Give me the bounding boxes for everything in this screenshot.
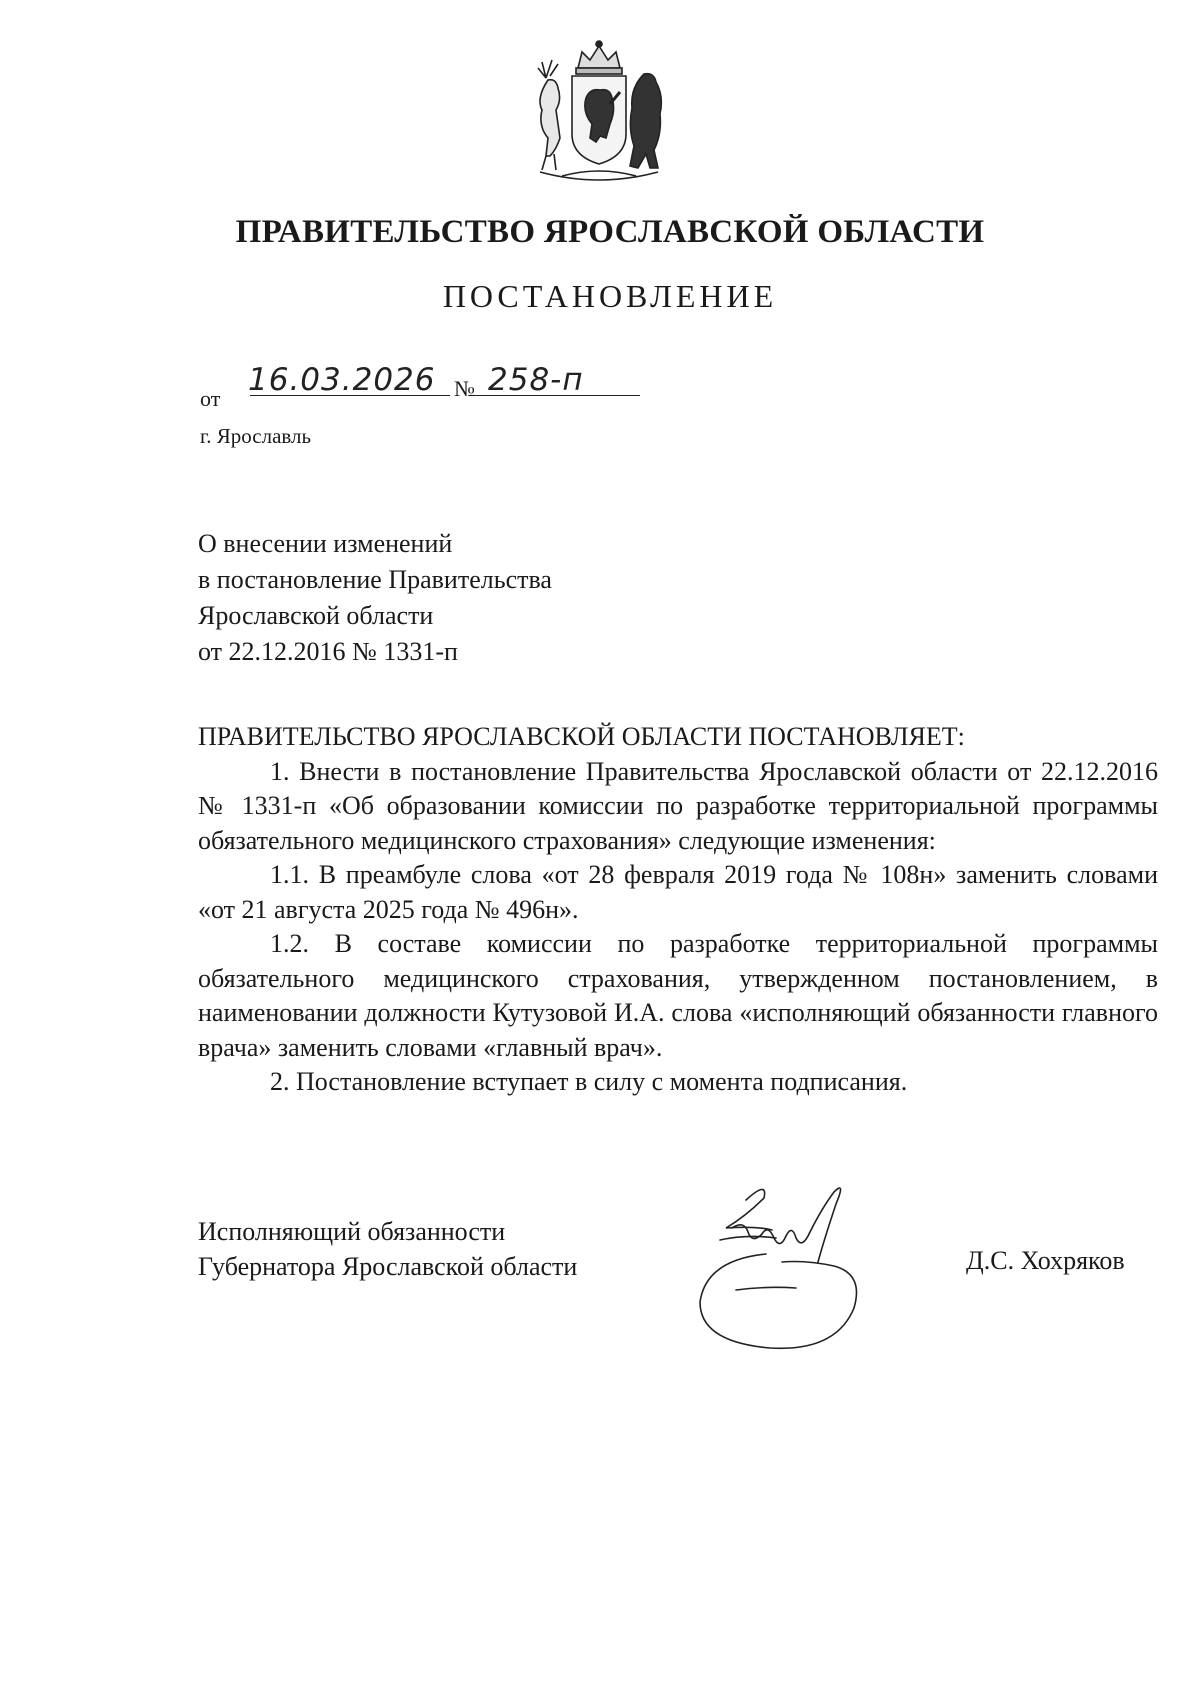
subject-block — [198, 526, 552, 670]
coat-of-arms-emblem — [526, 38, 672, 190]
number-prefix: № — [454, 376, 475, 401]
date-number-line — [200, 362, 584, 412]
paragraph-1: 1. Внести в постановление Правительства Ярославской области от 22.12.2016 № 1331-п «Об образовании комиссии по разработке территориальной программы обязательного медицинского страхования» следующие изменения: — [198, 756, 1158, 855]
paragraph-1-1: 1.1. В преамбуле слова «от 28 февраля 2019 года № 108н» заменить словами «от 21 августа 2025 года № 496н». — [198, 860, 1158, 924]
signer-position-line: Исполняющий обязанности — [198, 1217, 506, 1246]
signer-position — [198, 1214, 577, 1284]
subject-line: Ярославской области — [198, 601, 434, 630]
government-title: ПРАВИТЕЛЬСТВО ЯРОСЛАВСКОЙ ОБЛАСТИ — [235, 214, 985, 250]
date-underline — [250, 395, 450, 396]
date-number-fields — [226, 362, 616, 408]
handwritten-date: 16.03.2026 — [248, 362, 436, 398]
date-prefix: от — [200, 386, 221, 411]
paragraph-2: 2. Постановление вступает в силу с момента подписания. — [270, 1067, 908, 1096]
city-name: г. Ярославль — [200, 424, 312, 448]
number-underline — [472, 395, 640, 396]
subject-line: от 22.12.2016 № 1331-п — [198, 637, 458, 666]
signer-name: Д.С. Хохряков — [966, 1246, 1125, 1275]
subject-line: О внесении изменений — [198, 529, 453, 558]
signer-position-line: Губернатора Ярославской области — [198, 1252, 578, 1281]
subject-line: в постановление Правительства — [198, 565, 552, 594]
handwritten-number: 258-п — [488, 362, 584, 398]
paragraph-1-2: 1.2. В составе комиссии по разработке территориальной программы обязательного медицинского страхования, утвержденном постановлением, в наименовании должности Кутузовой И.А. слова «исполняющий обязанности главного врача» заменить словами «главный врач». — [198, 929, 1158, 1062]
handwritten-signature — [686, 1180, 916, 1360]
preamble: ПРАВИТЕЛЬСТВО ЯРОСЛАВСКОЙ ОБЛАСТИ ПОСТАНОВЛЯЕТ: — [198, 722, 965, 751]
document-type-title: ПОСТАНОВЛЕНИЕ — [442, 278, 778, 314]
decree-body — [198, 720, 1158, 1100]
